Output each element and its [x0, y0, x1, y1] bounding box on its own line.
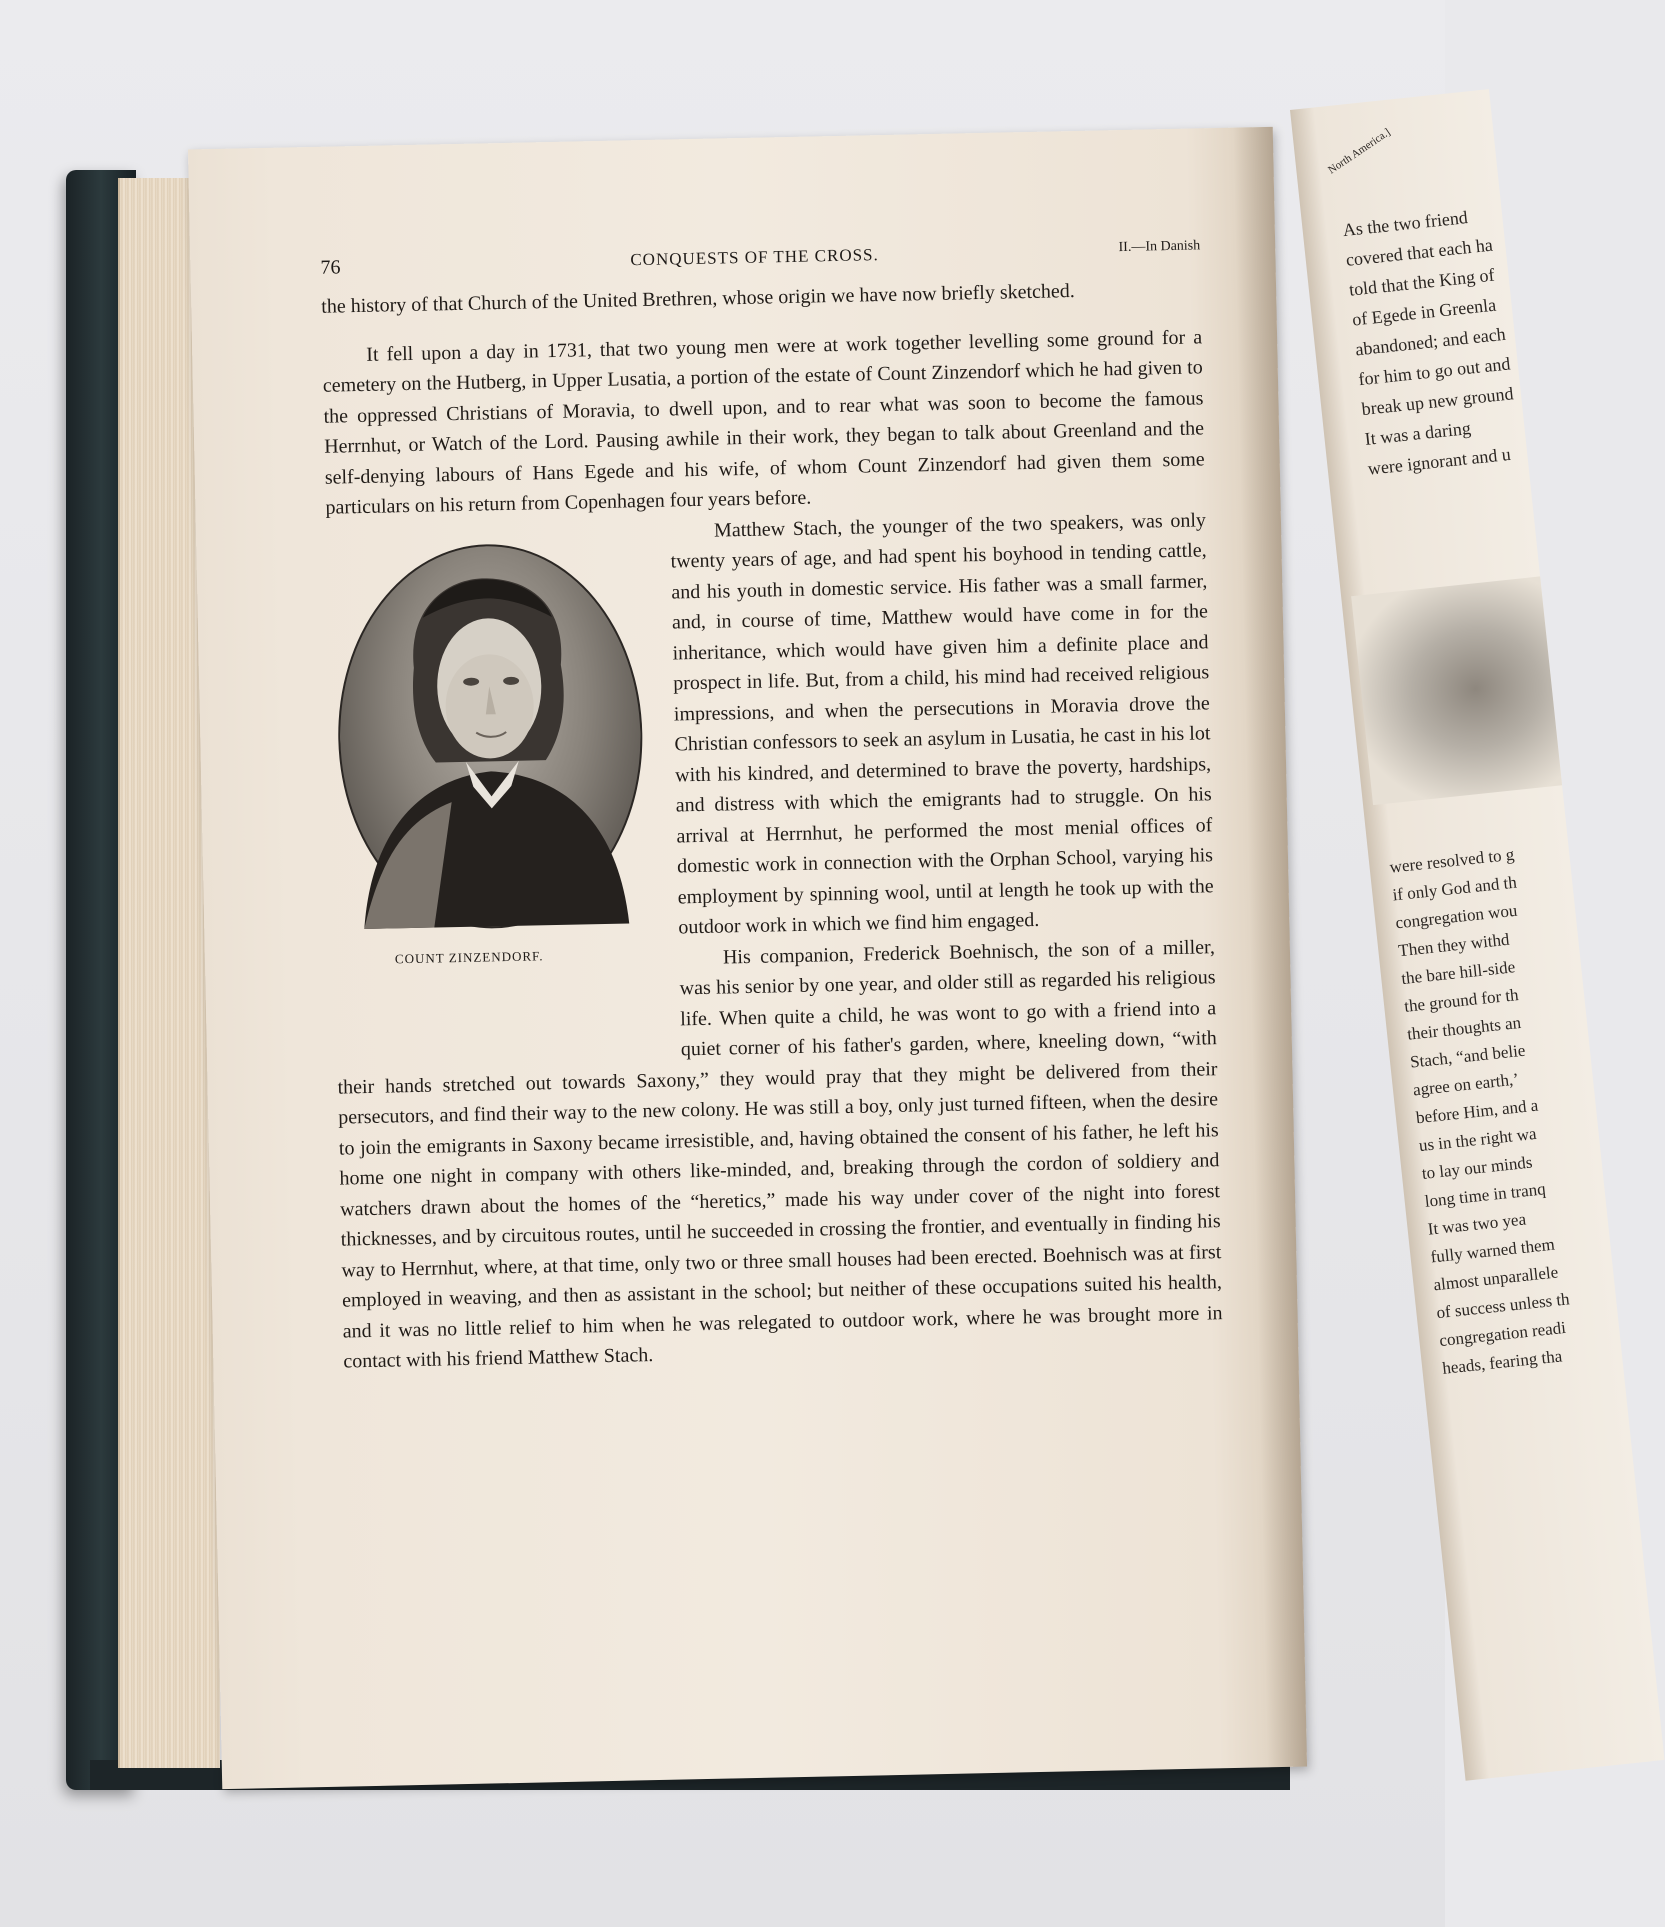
right-line: almost unparallele — [1432, 1262, 1560, 1295]
right-line: to lay our minds — [1420, 1152, 1534, 1183]
right-line: us in the right wa — [1417, 1123, 1538, 1156]
paragraph: the history of that Church of the United Brethren, whose origin we have now briefly sketched. — [321, 280, 1076, 318]
right-line: for him to go out and — [1357, 353, 1512, 390]
illustration-caption: COUNT ZINZENDORF. — [394, 947, 544, 966]
right-line: before Him, and a — [1415, 1095, 1540, 1128]
body-text — [321, 273, 1224, 1377]
paragraph: His companion, Frederick Boehnisch, the son of a miller, was his senior by one year, and older still as regarded his religious life. When quite a child, he was wont to go with a friend into a quiet corner of his father's garden, where, kneeling down, “with their hands stretched out towards Saxony,” they would pray that they might be delivered from their persecutors, and find their way to the new colony. He was still a boy, only just turned fifteen, when the desire to join the emigrants in Saxony became irresistible, and, having obtained the consent of his father, he left his home one night in company with others like-minded, and, breaking through the cordon of soldiery and watchers drawn about the homes of the “heretics,” made his way under cover of the night into forest thicknesses, and by circuitous routes, until he succeeded in crossing the frontier, and eventually in finding his way to Herrnhut, where, at that time, only two or three small houses had been erected. Boehnisch was at first employed in weaving, and then as assistant in the school; but neither of these occupations suited his health, and it was no little relief to him when he was relegated to outdoor work, where he was brought more in contact with his friend Matthew Stach. — [337, 935, 1223, 1373]
right-line: Then they withd — [1397, 929, 1511, 961]
right-line: fully warned them — [1429, 1234, 1556, 1267]
running-title: CONQUESTS OF THE CROSS. — [630, 245, 879, 270]
portrait-figure-icon — [336, 543, 644, 929]
right-line: congregation wou — [1394, 900, 1519, 933]
right-page-engraving — [1351, 576, 1562, 805]
left-page — [188, 127, 1307, 1789]
right-line: long time in tranq — [1423, 1179, 1547, 1211]
paragraph: It fell upon a day in 1731, that two young men were at work together levelling some ground for a cemetery on the Hutberg, in Upper Lusatia, a portion of the estate of Count Zinzendorf which he had given to the oppressed Christians of Moravia, to dwell upon, and to rear what was soon to become the famous Herrnhut, or Watch of the Lord. Pausing awhile in their work, they began to talk about Greenland and the self-denying labours of Hans Egede and his wife, of whom Count Zinzendorf had given them some particulars on his return from Copenhagen four years before. — [322, 325, 1205, 519]
right-page-top-text — [1341, 199, 1521, 483]
right-line: break up new ground — [1360, 383, 1515, 420]
right-page-bottom-text — [1388, 840, 1577, 1383]
right-line: abandoned; and each — [1354, 323, 1507, 360]
right-running-head: North America.] — [1326, 126, 1393, 177]
right-line: the ground for th — [1403, 985, 1520, 1016]
portrait-illustration — [326, 539, 657, 1061]
right-line: were ignorant and u — [1366, 443, 1512, 479]
right-line: It was two yea — [1426, 1209, 1527, 1239]
right-line: were resolved to g — [1388, 844, 1516, 877]
right-line: agree on earth,’ — [1412, 1069, 1520, 1100]
paragraph: Matthew Stach, the younger of the two speakers, was only twenty years of age, and had spent his boyhood in tending cattle, and his youth in domestic service. His father was a small farmer, and, in course of time, Matthew would have come in for the inheritance, which would have given him a definite place and prospect in life. But, from a child, his mind had received religious impressions, and when the persecutions in Moravia drove the Christian confessors to seek an asylum in Lusatia, he cast in his lot with his kindred, and determined to brave the poverty, hardships, and distress with which the emigrants had to struggle. On his arrival at Herrnhut, he performed the most menial offices of domestic work in connection with the Orphan School, varying his employment by spinning wool, until at length he took up with the outdoor work in which we find him engaged. — [670, 508, 1214, 939]
right-line: if only God and th — [1391, 872, 1518, 905]
right-line: the bare hill-side — [1400, 957, 1517, 989]
right-line: of success unless th — [1435, 1289, 1571, 1323]
right-line: told that the King of — [1348, 264, 1496, 300]
right-line: covered that each ha — [1344, 234, 1494, 270]
page-number: 76 — [320, 256, 341, 279]
right-line: It was a daring — [1363, 417, 1472, 449]
portrait-engraving — [334, 541, 646, 931]
right-line: of Egede in Greenla — [1351, 294, 1497, 330]
section-heading: II.—In Danish — [1118, 238, 1201, 256]
right-line: Stach, “and belie — [1409, 1040, 1527, 1072]
right-line: congregation readi — [1438, 1317, 1567, 1351]
right-line: heads, fearing tha — [1441, 1346, 1564, 1378]
right-line: their thoughts an — [1406, 1012, 1522, 1044]
right-line: As the two friend — [1341, 207, 1469, 241]
